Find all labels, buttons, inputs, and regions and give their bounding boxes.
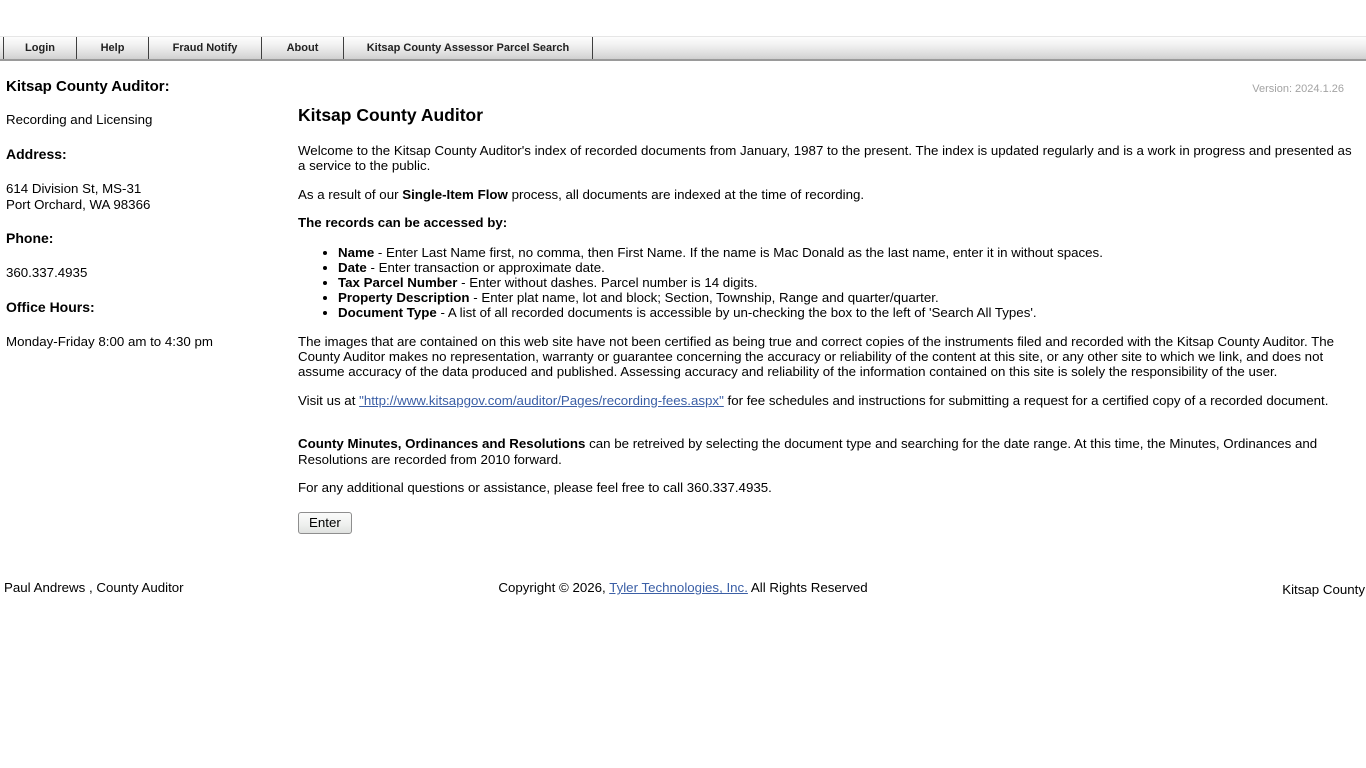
single-item-paragraph (298, 187, 1360, 202)
visit-suffix: for fee schedules and instructions for submitting a request for a certified copy of a recorded document. (723, 392, 1329, 408)
minutes-paragraph (298, 436, 1360, 467)
copyright-prefix: Copyright © 2026, (498, 580, 610, 596)
copyright-suffix: All Rights Reserved (747, 580, 868, 596)
list-item (338, 290, 1360, 305)
nav-tab-about[interactable]: About (262, 37, 344, 59)
single-item-prefix: As a result of our (298, 186, 403, 202)
top-spacer (0, 0, 1366, 36)
bullet-term: Property Description (338, 290, 470, 306)
page-body (0, 61, 1366, 598)
footer-copyright (0, 580, 1366, 598)
intro-paragraph: Welcome to the Kitsap County Auditor's index of recorded documents from January, 1987 to the present. The index is updated regularly and is a work in progress and presented as a service to the public. (298, 143, 1352, 174)
questions-paragraph: For any additional questions or assistance, please feel free to call 360.337.4935. (298, 480, 772, 496)
list-item (338, 275, 1360, 290)
minutes-text: can be retreived by selecting the document type and searching for the date range. At this time, the Minutes, Ordinances and Resolutions are recorded from 2010 forward. (298, 436, 1318, 467)
list-item (338, 260, 1360, 275)
main-content (298, 61, 1360, 534)
version-label: Version: 2024.1.26 (1252, 83, 1344, 95)
bullet-text: - Enter transaction or approximate date. (366, 259, 605, 275)
bullet-term: Tax Parcel Number (338, 275, 458, 291)
nav-tab-fraud-notify[interactable]: Fraud Notify (149, 37, 262, 59)
tyler-technologies-link[interactable]: Tyler Technologies, Inc. (609, 580, 748, 596)
office-hours-value: Monday-Friday 8:00 am to 4:30 pm (6, 334, 213, 350)
footer-auditor-name: Paul Andrews , County Auditor (4, 580, 184, 596)
enter-button[interactable]: Enter (298, 512, 352, 534)
visit-paragraph (298, 393, 1360, 408)
footer (0, 580, 1366, 598)
main-navbar (0, 36, 1366, 61)
disclaimer-paragraph: The images that are contained on this web site have not been certified as being true and correct copies of the instruments filed and recorded with the Kitsap County Auditor. The County Auditor makes no representation, warranty or guarantee concerning the accuracy or reliability of the content at this site, or any other site to which we link, and does not assume accuracy of the data produced and published. Assessing accuracy and reliability of the information contained on this site is solely the responsibility of the user. (298, 333, 1335, 380)
address-line1: 614 Division St, MS-31 (6, 181, 142, 197)
minutes-bold: County Minutes, Ordinances and Resolutions (298, 436, 586, 452)
bullet-term: Document Type (338, 305, 437, 321)
sidebar-subtitle: Recording and Licensing (6, 112, 153, 128)
single-item-bold: Single-Item Flow (402, 186, 508, 202)
bullet-text: - A list of all recorded documents is accessible by un-checking the box to the left of 'Search All Types'. (436, 305, 1037, 321)
address-line2: Port Orchard, WA 98366 (6, 196, 151, 212)
sidebar-title: Kitsap County Auditor: (6, 78, 170, 95)
bullet-text: - Enter without dashes. Parcel number is 14 digits. (457, 275, 758, 291)
nav-tab-login[interactable]: Login (4, 37, 77, 59)
address-label: Address: (6, 145, 67, 162)
bullet-text: - Enter plat name, lot and block; Section, Township, Range and quarter/quarter. (469, 290, 939, 306)
recording-fees-link[interactable]: "http://www.kitsapgov.com/auditor/Pages/recording-fees.aspx" (359, 392, 724, 408)
bullet-term: Name (338, 244, 375, 260)
nav-tab-assessor-parcel-search[interactable]: Kitsap County Assessor Parcel Search (344, 37, 593, 59)
bullet-text: - Enter Last Name first, no comma, then First Name. If the name is Mac Donald as the last name, enter it in without spaces. (374, 244, 1103, 260)
access-heading: The records can be accessed by: (298, 215, 508, 231)
list-item (338, 305, 1360, 320)
single-item-suffix: process, all documents are indexed at the time of recording. (507, 186, 865, 202)
phone-label: Phone: (6, 230, 54, 247)
office-hours-label: Office Hours: (6, 298, 95, 315)
sidebar (6, 79, 288, 369)
visit-prefix: Visit us at (298, 392, 360, 408)
footer-county-name: Kitsap County (1282, 582, 1365, 598)
address-value (6, 181, 288, 212)
bullet-term: Date (338, 259, 367, 275)
nav-tab-help[interactable]: Help (77, 37, 149, 59)
phone-value: 360.337.4935 (6, 265, 88, 281)
access-methods-list (298, 245, 1360, 321)
page-title: Kitsap County Auditor (298, 105, 484, 125)
list-item (338, 245, 1360, 260)
